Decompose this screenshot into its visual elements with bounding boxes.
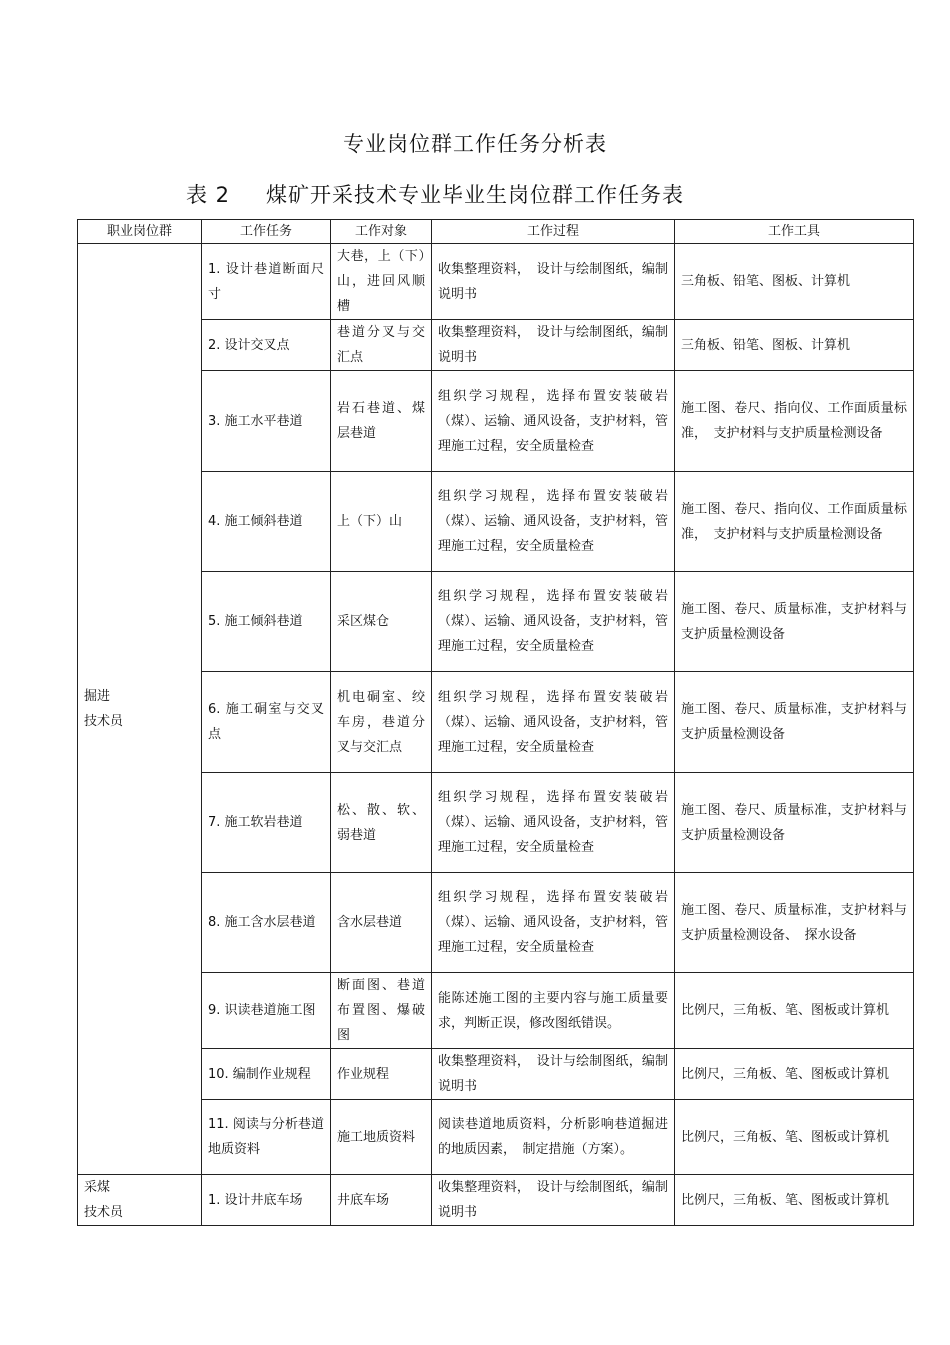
task-cell: 3. 施工水平巷道 bbox=[202, 371, 331, 472]
process-cell: 收集整理资料， 设计与绘制图纸，编制说明书 bbox=[432, 320, 675, 371]
task-cell: 4. 施工倾斜巷道 bbox=[202, 472, 331, 572]
task-cell: 9. 识读巷道施工图 bbox=[202, 973, 331, 1049]
task-cell: 1. 设计井底车场 bbox=[202, 1175, 331, 1226]
object-cell: 岩石巷道、煤层巷道 bbox=[331, 371, 432, 472]
header-object: 工作对象 bbox=[331, 220, 432, 244]
object-cell: 大巷，上（下）山，进回风顺槽 bbox=[331, 244, 432, 320]
process-cell: 组织学习规程，选择布置安装破岩（煤）、运输、通风设备，支护材料，管理施工过程，安全质量检查 bbox=[432, 672, 675, 773]
table-row bbox=[78, 973, 914, 1049]
object-cell: 井底车场 bbox=[331, 1175, 432, 1226]
tools-cell: 三角板、铅笔、图板、计算机 bbox=[675, 244, 914, 320]
task-cell: 1. 设计巷道断面尺寸 bbox=[202, 244, 331, 320]
table-number: 表 2 bbox=[186, 183, 231, 207]
table-row bbox=[78, 873, 914, 973]
task-cell: 2. 设计交叉点 bbox=[202, 320, 331, 371]
tools-cell: 比例尺，三角板、笔、图板或计算机 bbox=[675, 973, 914, 1049]
tools-cell: 施工图、卷尺、指向仪、工作面质量标准， 支护材料与支护质量检测设备 bbox=[675, 472, 914, 572]
table-row bbox=[78, 1100, 914, 1175]
tools-cell: 施工图、卷尺、质量标准，支护材料与支护质量检测设备 bbox=[675, 773, 914, 873]
tools-cell: 三角板、铅笔、图板、计算机 bbox=[675, 320, 914, 371]
table-row bbox=[78, 572, 914, 672]
position-group-name-line: 采煤 bbox=[84, 1180, 111, 1195]
table-row bbox=[78, 1049, 914, 1100]
task-cell: 6. 施工硐室与交叉点 bbox=[202, 672, 331, 773]
table-row bbox=[78, 320, 914, 371]
table-caption-text: 煤矿开采技术专业毕业生岗位群工作任务表 bbox=[266, 183, 685, 207]
object-cell: 松、散、软、弱巷道 bbox=[331, 773, 432, 873]
table-row bbox=[78, 371, 914, 472]
document-title: 专业岗位群工作任务分析表 bbox=[343, 132, 607, 156]
table-header-row bbox=[78, 220, 914, 244]
position-group-name-line: 掘进 bbox=[84, 689, 111, 704]
process-cell: 组织学习规程，选择布置安装破岩（煤）、运输、通风设备，支护材料，管理施工过程，安全质量检查 bbox=[432, 572, 675, 672]
table-caption bbox=[186, 179, 684, 209]
table-row bbox=[78, 773, 914, 873]
object-cell: 采区煤仓 bbox=[331, 572, 432, 672]
process-cell: 组织学习规程，选择布置安装破岩（煤）、运输、通风设备，支护材料，管理施工过程，安全质量检查 bbox=[432, 873, 675, 973]
task-analysis-table bbox=[77, 219, 914, 1226]
task-cell: 8. 施工含水层巷道 bbox=[202, 873, 331, 973]
task-cell: 7. 施工软岩巷道 bbox=[202, 773, 331, 873]
table-row bbox=[78, 1175, 914, 1226]
process-cell: 收集整理资料， 设计与绘制图纸，编制说明书 bbox=[432, 1175, 675, 1226]
header-position-group: 职业岗位群 bbox=[78, 220, 202, 244]
object-cell: 上（下）山 bbox=[331, 472, 432, 572]
tools-cell: 比例尺，三角板、笔、图板或计算机 bbox=[675, 1175, 914, 1226]
object-cell: 施工地质资料 bbox=[331, 1100, 432, 1175]
process-cell: 收集整理资料， 设计与绘制图纸，编制说明书 bbox=[432, 244, 675, 320]
position-group-name-line: 技术员 bbox=[84, 714, 124, 729]
object-cell: 含水层巷道 bbox=[331, 873, 432, 973]
process-cell: 能陈述施工图的主要内容与施工质量要求，判断正误，修改图纸错误。 bbox=[432, 973, 675, 1049]
object-cell: 巷道分叉与交汇点 bbox=[331, 320, 432, 371]
table-row bbox=[78, 244, 914, 320]
tools-cell: 施工图、卷尺、指向仪、工作面质量标准， 支护材料与支护质量检测设备 bbox=[675, 371, 914, 472]
tools-cell: 比例尺，三角板、笔、图板或计算机 bbox=[675, 1049, 914, 1100]
process-cell: 收集整理资料， 设计与绘制图纸，编制说明书 bbox=[432, 1049, 675, 1100]
process-cell: 组织学习规程，选择布置安装破岩（煤）、运输、通风设备，支护材料，管理施工过程，安全质量检查 bbox=[432, 472, 675, 572]
position-group-name-line: 技术员 bbox=[84, 1205, 124, 1220]
task-cell: 5. 施工倾斜巷道 bbox=[202, 572, 331, 672]
header-process: 工作过程 bbox=[432, 220, 675, 244]
tools-cell: 施工图、卷尺、质量标准，支护材料与支护质量检测设备 bbox=[675, 572, 914, 672]
process-cell: 组织学习规程，选择布置安装破岩（煤）、运输、通风设备，支护材料，管理施工过程，安全质量检查 bbox=[432, 773, 675, 873]
object-cell: 作业规程 bbox=[331, 1049, 432, 1100]
task-cell: 10. 编制作业规程 bbox=[202, 1049, 331, 1100]
position-group-cell bbox=[78, 244, 202, 1175]
table-row bbox=[78, 672, 914, 773]
tools-cell: 比例尺，三角板、笔、图板或计算机 bbox=[675, 1100, 914, 1175]
header-tools: 工作工具 bbox=[675, 220, 914, 244]
object-cell: 断面图、巷道布置图、爆破图 bbox=[331, 973, 432, 1049]
tools-cell: 施工图、卷尺、质量标准，支护材料与支护质量检测设备 bbox=[675, 672, 914, 773]
position-group-cell bbox=[78, 1175, 202, 1226]
tools-cell: 施工图、卷尺、质量标准，支护材料与支护质量检测设备、 探水设备 bbox=[675, 873, 914, 973]
task-cell: 11. 阅读与分析巷道地质资料 bbox=[202, 1100, 331, 1175]
process-cell: 阅读巷道地质资料，分析影响巷道掘进的地质因素， 制定措施（方案）。 bbox=[432, 1100, 675, 1175]
table-row bbox=[78, 472, 914, 572]
process-cell: 组织学习规程，选择布置安装破岩（煤）、运输、通风设备，支护材料，管理施工过程，安全质量检查 bbox=[432, 371, 675, 472]
header-task: 工作任务 bbox=[202, 220, 331, 244]
object-cell: 机电硐室、绞车房，巷道分叉与交汇点 bbox=[331, 672, 432, 773]
